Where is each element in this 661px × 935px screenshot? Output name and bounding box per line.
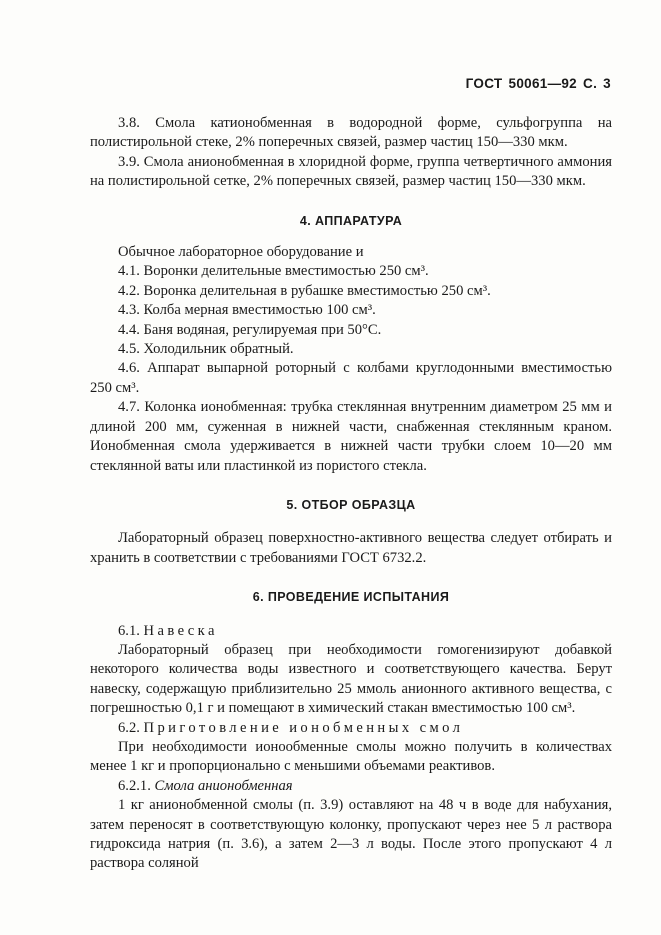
item-4-1: 4.1. Воронки делительные вместимостью 250 см³. (118, 263, 429, 280)
item-4-3: 4.3. Колба мерная вместимостью 100 см³. (118, 302, 376, 319)
paragraph-3-8: 3.8. Смола катионобменная в водородной форме, сульфогруппа на полистирольной стеке, 2% поперечных связей, размер частиц 150—330 мкм. (90, 115, 612, 151)
subsection-6-2-1-title: Смола анионобменная (154, 777, 293, 794)
section-5-heading: 5. ОТБОР ОБРАЗЦА (286, 497, 416, 512)
section-4-heading: 4. АППАРАТУРА (299, 213, 403, 228)
subsection-6-1-title: Навеска (143, 622, 218, 639)
page-header: ГОСТ 50061—92 С. 3 (465, 76, 611, 91)
section-4-intro: Обычное лабораторное оборудование и (118, 244, 364, 261)
item-4-7: 4.7. Колонка ионобменная: трубка стеклянная внутренним диаметром 25 мм и длиной 200 мм, суженная в нижней части, снабженная стеклянным краном. Ионобменная смола удерживается в нижней части трубки слоем 10—20 мм стеклянной ваты или пластинкой из пористого стекла. (90, 399, 612, 474)
subsection-6-2-title: Приготовление ионобменных смол (143, 719, 464, 736)
subsection-6-2-text: При необходимости ионообменные смолы можно получить в количествах менее 1 кг и пропорционально с меньшими объемами реактивов. (90, 738, 612, 775)
subsection-6-2-heading (90, 719, 612, 738)
item-4-5: 4.5. Холодильник обратный. (118, 341, 294, 358)
subsection-6-2-1-number: 6.2.1. (118, 777, 151, 794)
subsection-6-1-number: 6.1. (118, 622, 140, 639)
item-4-6: 4.6. Аппарат выпарной роторный с колбами круглодонными вместимостью 250 см³. (90, 360, 612, 396)
subsection-6-1-text: Лабораторный образец при необходимости гомогенизируют добавкой некоторого количества воды известного и соответствующего качества. Берут навеску, содержащую приблизительно 25 ммоль анионного активного вещества, с погрешностью 0,1 г и помещают в химический стакан вместимостью 100 см³. (90, 641, 612, 717)
paragraph-3-9: 3.9. Смола анионобменная в хлоридной форме, группа четвертичного аммония на полистирольной сетке, 2% поперечных связей, размер частиц 150—330 мкм. (90, 153, 612, 190)
page-content (90, 114, 612, 874)
subsection-6-2-1-heading (90, 777, 612, 796)
subsection-6-2-1-text: 1 кг анионобменной смолы (п. 3.9) оставляют на 48 ч в воде для набухания, затем переносят в соответствующую колонку, пропускают через нее 5 л раствора гидроксида натрия (п. 3.6), а затем 2—3 л воды. После этого пропускают 4 л раствора соляной (90, 797, 612, 872)
item-4-4: 4.4. Баня водяная, регулируемая при 50°С. (118, 321, 382, 338)
item-4-2: 4.2. Воронка делительная в рубашке вместимостью 250 см³. (118, 282, 491, 299)
section-5-text: Лабораторный образец поверхностно-активного вещества следует отбирать и хранить в соответствии с требованиями ГОСТ 6732.2. (90, 530, 612, 566)
subsection-6-2-number: 6.2. (118, 719, 140, 736)
subsection-6-1-heading (90, 622, 612, 641)
section-6-heading: 6. ПРОВЕДЕНИЕ ИСПЫТАНИЯ (252, 590, 450, 605)
